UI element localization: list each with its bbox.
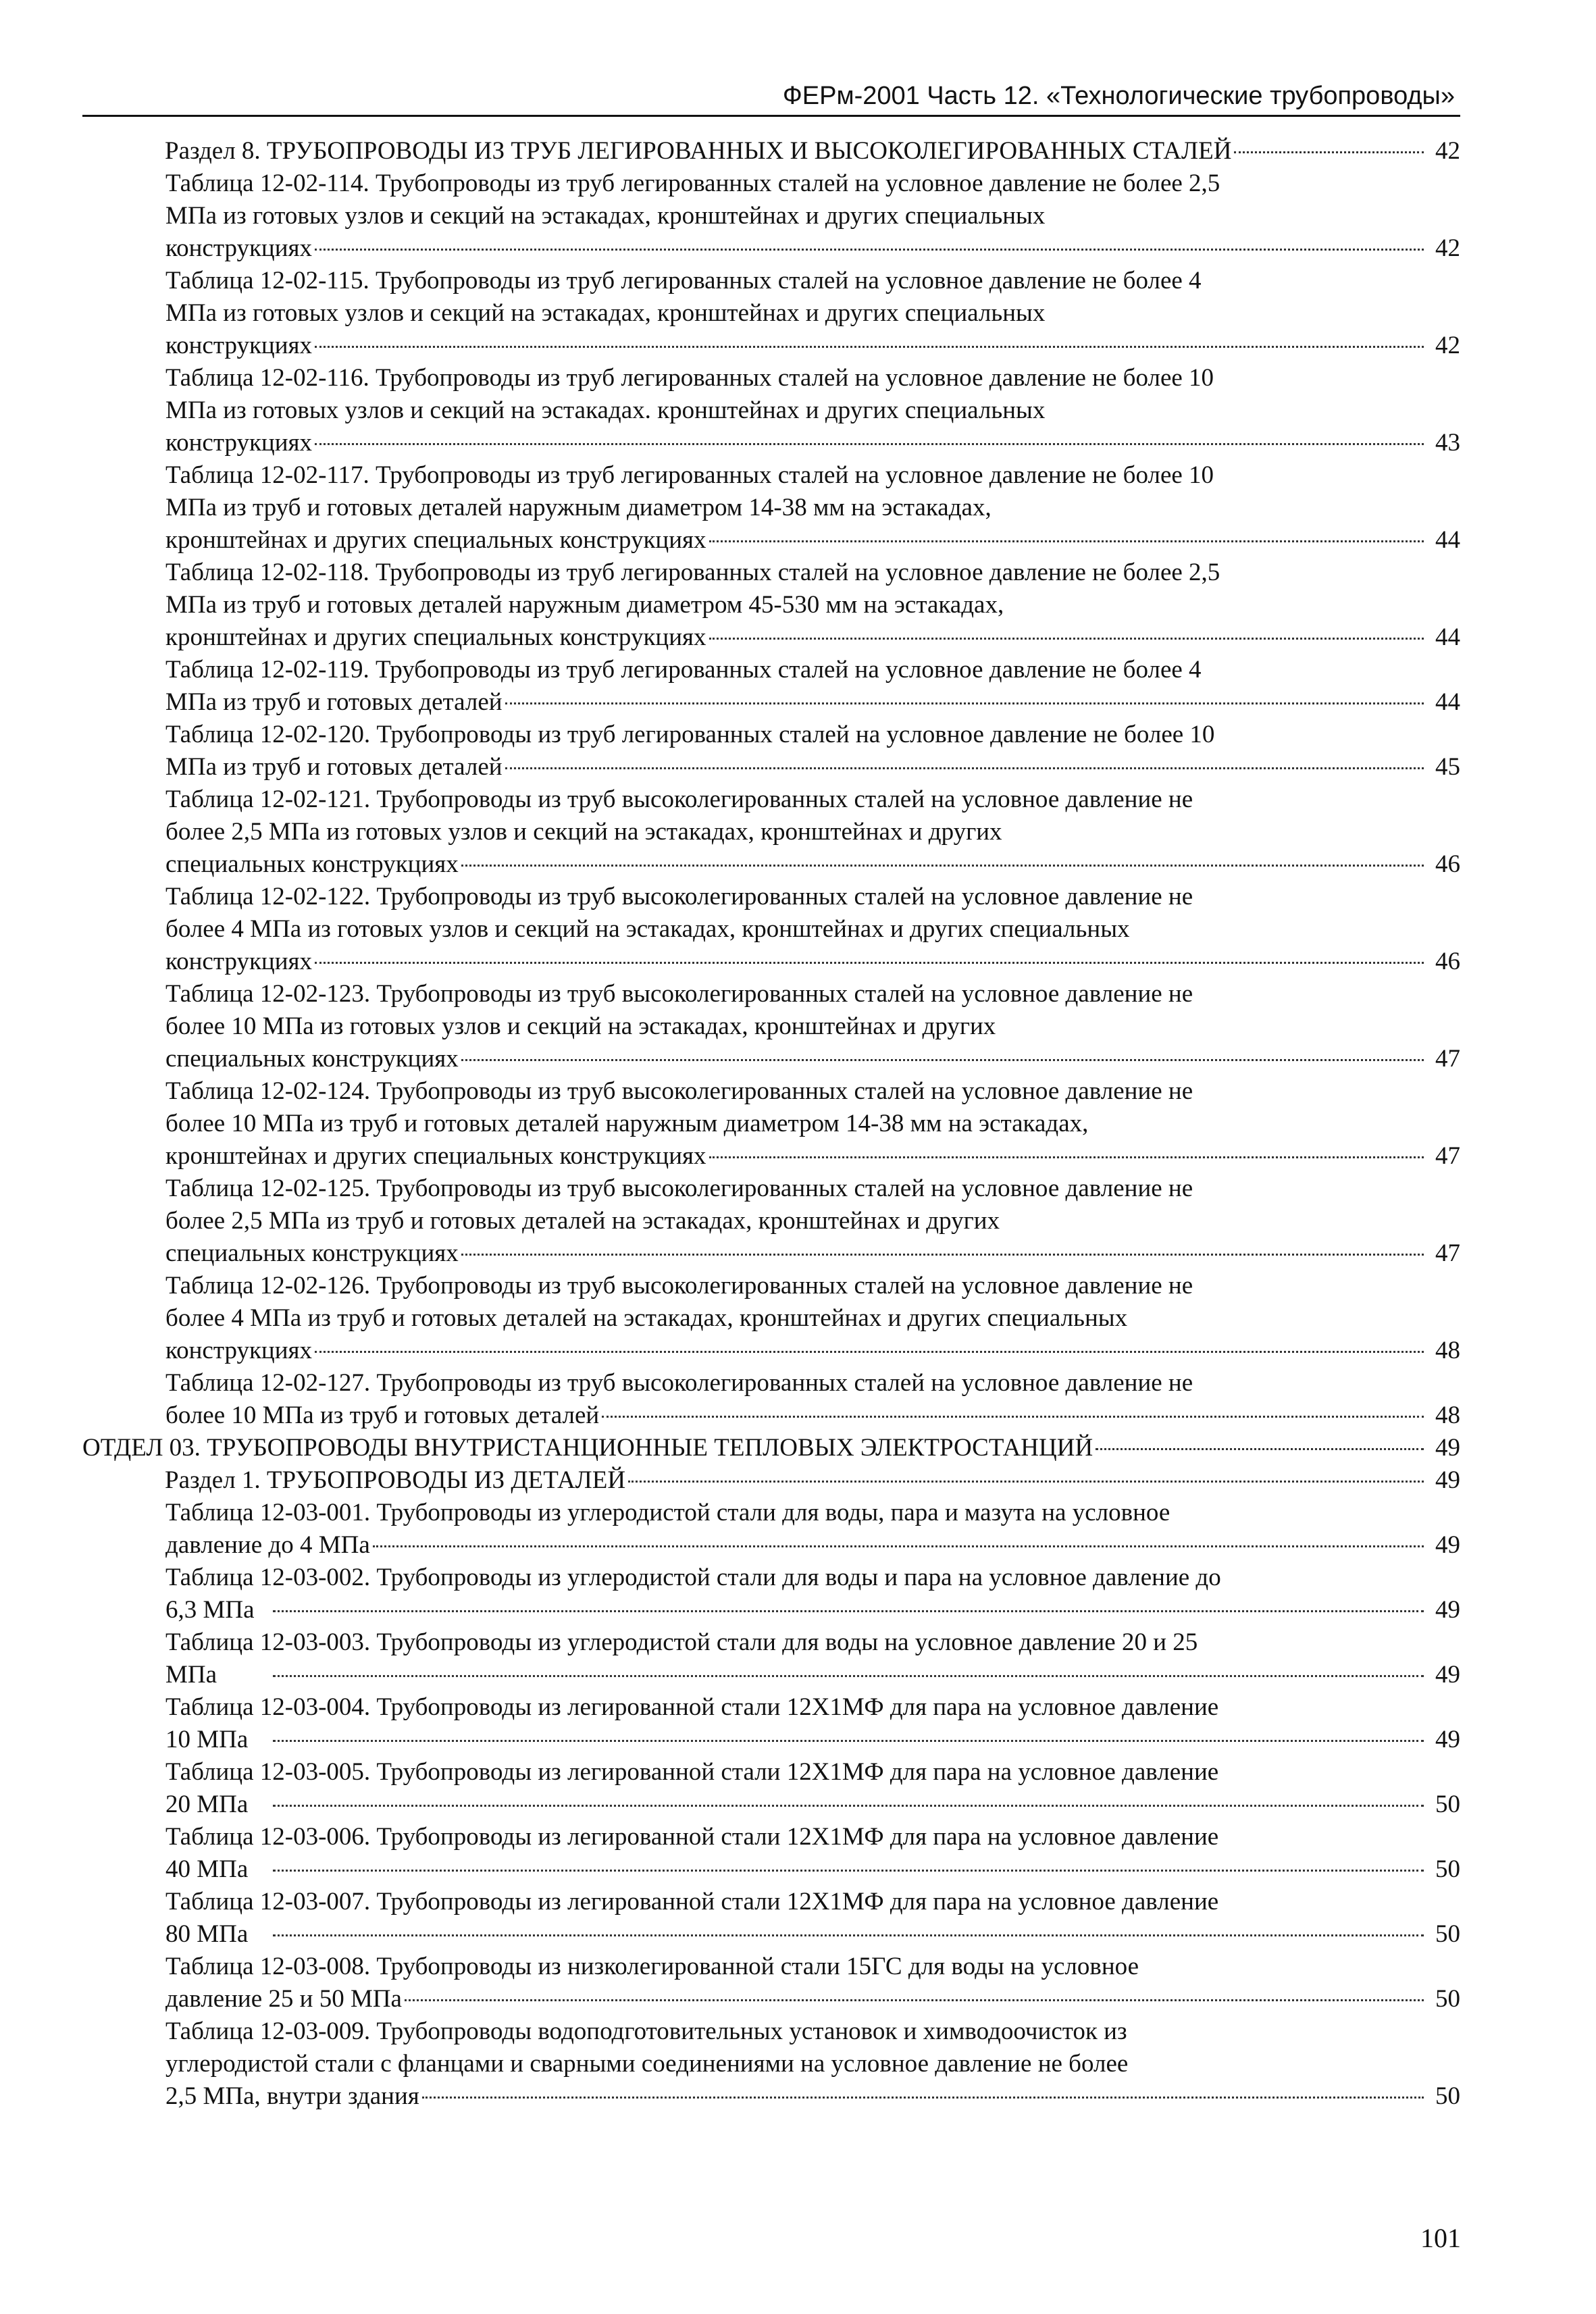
toc-page-number: 50 bbox=[1435, 1791, 1460, 1818]
toc-entry-text: конструкциях bbox=[165, 1337, 313, 1364]
toc-entry-last-line bbox=[165, 1529, 1460, 1562]
toc-entry-text: более 4 МПа из готовых узлов и секций на эстакадах, кронштейнах и других специальных bbox=[165, 915, 1130, 943]
toc-entry-last-line bbox=[165, 135, 1460, 168]
toc-page-number: 50 bbox=[1435, 2082, 1460, 2110]
toc-entry-text: 2,5 МПа, внутри здания bbox=[165, 2082, 419, 2110]
dot-leader bbox=[273, 1740, 1424, 1742]
toc-entry-last-line bbox=[165, 1140, 1460, 1173]
toc-entry[interactable] bbox=[82, 168, 1460, 265]
toc-entry[interactable] bbox=[82, 1432, 1460, 1464]
toc-entry-last-line bbox=[165, 946, 1460, 978]
toc-entry-text: Таблица 12-03-001. Трубопроводы из углеродистой стали для воды, пара и мазута на условное bbox=[165, 1499, 1170, 1526]
toc-page-number: 49 bbox=[1435, 1434, 1460, 1462]
toc-entry-text: более 2,5 МПа из готовых узлов и секций на эстакадах, кронштейнах и других bbox=[165, 818, 1002, 846]
toc-entry-text: конструкциях bbox=[165, 429, 313, 457]
toc-entry-last-line bbox=[165, 686, 1460, 719]
toc-page-number: 47 bbox=[1435, 1142, 1460, 1170]
toc-entry[interactable] bbox=[82, 719, 1460, 783]
toc-entry-last-line bbox=[82, 1432, 1460, 1464]
dot-leader bbox=[709, 1156, 1424, 1158]
toc-entry[interactable] bbox=[82, 1691, 1460, 1756]
toc-entry-text: МПа из труб и готовых деталей bbox=[165, 688, 503, 716]
toc-entry-text: Таблица 12-02-117. Трубопроводы из труб легированных сталей на условное давление не более 10 bbox=[165, 461, 1214, 489]
toc-entry-text: Таблица 12-03-008. Трубопроводы из низколегированной стали 15ГС для воды на условное bbox=[165, 1953, 1139, 1980]
toc-page-number: 49 bbox=[1435, 1466, 1460, 1494]
toc-entry-text: Таблица 12-02-127. Трубопроводы из труб высоколегированных сталей на условное давление не bbox=[165, 1369, 1193, 1397]
running-header bbox=[82, 66, 1460, 117]
toc-entry-text: МПа из труб и готовых деталей bbox=[165, 753, 503, 781]
toc-page-number: 42 bbox=[1435, 137, 1460, 165]
toc-page-number: 48 bbox=[1435, 1337, 1460, 1364]
dot-leader bbox=[273, 1870, 1424, 1872]
toc-entry-text: конструкциях bbox=[165, 948, 313, 975]
toc-page-number: 44 bbox=[1435, 688, 1460, 716]
toc-entry-last-line bbox=[165, 524, 1460, 557]
dot-leader bbox=[461, 1254, 1424, 1256]
toc-entry-text: кронштейнах и других специальных конструкциях bbox=[165, 526, 706, 554]
toc-entry-text: Таблица 12-02-124. Трубопроводы из труб высоколегированных сталей на условное давление не bbox=[165, 1077, 1193, 1105]
toc-entry[interactable] bbox=[82, 978, 1460, 1075]
toc-entry-text: более 2,5 МПа из труб и готовых деталей на эстакадах, кронштейнах и других bbox=[165, 1207, 1000, 1235]
toc-page-number: 47 bbox=[1435, 1045, 1460, 1073]
toc-entry-text: МПа из готовых узлов и секций на эстакадах, кронштейнах и других специальных bbox=[165, 299, 1046, 327]
toc-page-number: 42 bbox=[1435, 234, 1460, 262]
toc-entry-text: Таблица 12-02-114. Трубопроводы из труб легированных сталей на условное давление не более 2,5 bbox=[165, 170, 1220, 197]
toc-entry-last-line bbox=[165, 751, 1460, 783]
toc-entry-text: более 4 МПа из труб и готовых деталей на эстакадах, кронштейнах и других специальных bbox=[165, 1304, 1128, 1332]
dot-leader bbox=[461, 865, 1424, 867]
toc-page-number: 45 bbox=[1435, 753, 1460, 781]
dot-leader bbox=[273, 1805, 1424, 1807]
dot-leader bbox=[709, 540, 1424, 542]
toc-entry-text: Таблица 12-03-006. Трубопроводы из легированной стали 12Х1МФ для пара на условное давление bbox=[165, 1823, 1219, 1851]
dot-leader bbox=[405, 1999, 1424, 2001]
toc-entry-text: Таблица 12-02-118. Трубопроводы из труб легированных сталей на условное давление не более 2,5 bbox=[165, 559, 1220, 586]
toc-entry-last-line bbox=[165, 1335, 1460, 1367]
toc-page-number: 50 bbox=[1435, 1855, 1460, 1883]
toc-page-number: 44 bbox=[1435, 526, 1460, 554]
toc-entry[interactable] bbox=[82, 557, 1460, 654]
toc-page-number: 46 bbox=[1435, 850, 1460, 878]
toc-page-number: 50 bbox=[1435, 1985, 1460, 2013]
toc-entry-text: Таблица 12-02-126. Трубопроводы из труб высоколегированных сталей на условное давление не bbox=[165, 1272, 1193, 1300]
toc-entry[interactable] bbox=[82, 1626, 1460, 1691]
toc-page-number: 49 bbox=[1435, 1596, 1460, 1624]
toc-entry-text: Таблица 12-03-002. Трубопроводы из углеродистой стали для воды и пара на условное давление до bbox=[165, 1564, 1221, 1591]
dot-leader bbox=[602, 1416, 1424, 1418]
toc-entry-last-line bbox=[165, 848, 1460, 881]
toc-entry-text: Раздел 8. ТРУБОПРОВОДЫ ИЗ ТРУБ ЛЕГИРОВАННЫХ И ВЫСОКОЛЕГИРОВАННЫХ СТАЛЕЙ bbox=[165, 137, 1232, 165]
toc-entry-text: специальных конструкциях bbox=[165, 850, 459, 878]
toc-entry-text: более 10 МПа из готовых узлов и секций на эстакадах, кронштейнах и других bbox=[165, 1012, 996, 1040]
toc-entry[interactable] bbox=[82, 1270, 1460, 1367]
toc-entry-last-line bbox=[165, 2080, 1460, 2113]
toc-entry-last-line bbox=[165, 1237, 1460, 1270]
toc-entry-text: специальных конструкциях bbox=[165, 1239, 459, 1267]
toc-entry[interactable] bbox=[82, 783, 1460, 881]
toc-entry[interactable] bbox=[82, 1464, 1460, 1497]
toc-entry-text: специальных конструкциях bbox=[165, 1045, 459, 1073]
toc-entry[interactable] bbox=[82, 1367, 1460, 1432]
toc-entry-text: Таблица 12-03-007. Трубопроводы из легированной стали 12Х1МФ для пара на условное давление bbox=[165, 1888, 1219, 1916]
dot-leader bbox=[273, 1675, 1424, 1677]
toc-entry-text: давление 25 и 50 МПа bbox=[165, 1985, 402, 2013]
toc-entry[interactable] bbox=[82, 1075, 1460, 1173]
toc-entry-text: Таблица 12-03-009. Трубопроводы водоподготовительных установок и химводоочисток из bbox=[165, 2017, 1127, 2045]
toc-entry-text: Таблица 12-02-121. Трубопроводы из труб высоколегированных сталей на условное давление не bbox=[165, 786, 1193, 813]
toc-entry-last-line: 10 МПа 49 bbox=[270, 1724, 1460, 1756]
toc-entry-last-line bbox=[165, 232, 1460, 265]
toc-entry[interactable] bbox=[82, 1886, 1460, 1951]
toc-entry[interactable] bbox=[82, 654, 1460, 719]
dot-leader bbox=[709, 638, 1424, 640]
toc-page-number: 49 bbox=[1435, 1531, 1460, 1559]
dot-leader bbox=[373, 1545, 1424, 1547]
toc-entry[interactable] bbox=[82, 265, 1460, 362]
toc-entry-last-line bbox=[165, 1399, 1460, 1432]
toc-entry-last-line: МПа 49 bbox=[270, 1659, 1460, 1691]
toc-entry-text: конструкциях bbox=[165, 234, 313, 262]
table-of-contents bbox=[82, 135, 1460, 2113]
toc-entry-last-line bbox=[165, 330, 1460, 362]
toc-page-number: 49 bbox=[1435, 1726, 1460, 1753]
toc-entry-text: кронштейнах и других специальных конструкциях bbox=[165, 623, 706, 651]
toc-entry-text: Таблица 12-02-125. Трубопроводы из труб высоколегированных сталей на условное давление не bbox=[165, 1175, 1193, 1202]
toc-entry-text: Таблица 12-02-120. Трубопроводы из труб легированных сталей на условное давление не более 10 bbox=[165, 721, 1215, 748]
toc-entry[interactable] bbox=[82, 881, 1460, 978]
dot-leader bbox=[505, 702, 1424, 704]
dot-leader bbox=[315, 346, 1424, 348]
toc-entry-text: Таблица 12-02-115. Трубопроводы из труб легированных сталей на условное давление не более 4 bbox=[165, 267, 1202, 294]
toc-entry[interactable] bbox=[82, 459, 1460, 557]
toc-entry-text: Таблица 12-02-116. Трубопроводы из труб легированных сталей на условное давление не более 10 bbox=[165, 364, 1214, 392]
toc-entry-text: Таблица 12-03-003. Трубопроводы из углеродистой стали для воды на условное давление 20 и 25 bbox=[165, 1628, 1198, 1656]
dot-leader bbox=[273, 1934, 1424, 1936]
toc-entry[interactable] bbox=[82, 362, 1460, 459]
dot-leader bbox=[461, 1059, 1424, 1061]
toc-entry-text: кронштейнах и других специальных конструкциях bbox=[165, 1142, 706, 1170]
dot-leader bbox=[315, 962, 1424, 964]
dot-leader bbox=[628, 1481, 1424, 1483]
toc-entry-text: МПа из готовых узлов и секций на эстакадах, кронштейнах и других специальных bbox=[165, 202, 1046, 230]
toc-entry-text: Таблица 12-02-123. Трубопроводы из труб высоколегированных сталей на условное давление не bbox=[165, 980, 1193, 1008]
dot-leader bbox=[273, 1610, 1424, 1612]
toc-entry-text: более 10 МПа из труб и готовых деталей наружным диаметром 14-38 мм на эстакадах, bbox=[165, 1110, 1089, 1137]
toc-entry-text: МПа из труб и готовых деталей наружным диаметром 45-530 мм на эстакадах, bbox=[165, 591, 1004, 619]
toc-entry-text: Таблица 12-02-119. Трубопроводы из труб легированных сталей на условное давление не более 4 bbox=[165, 656, 1202, 684]
toc-entry-last-line: 6,3 МПа 49 bbox=[270, 1594, 1460, 1626]
dot-leader bbox=[505, 767, 1424, 769]
dot-leader bbox=[1234, 151, 1424, 153]
toc-entry-last-line: 40 МПа 50 bbox=[270, 1853, 1460, 1886]
toc-page-number: 44 bbox=[1435, 623, 1460, 651]
toc-page-number: 43 bbox=[1435, 429, 1460, 457]
toc-entry-text: МПа из готовых узлов и секций на эстакадах. кронштейнах и других специальных bbox=[165, 396, 1046, 424]
toc-page-number: 48 bbox=[1435, 1402, 1460, 1429]
dot-leader bbox=[315, 249, 1424, 251]
toc-entry-last-line: 20 МПа 50 bbox=[270, 1789, 1460, 1821]
toc-entry-last-line: 80 МПа 50 bbox=[270, 1918, 1460, 1951]
toc-page-number: 46 bbox=[1435, 948, 1460, 975]
toc-entry[interactable] bbox=[82, 1951, 1460, 2015]
toc-entry[interactable] bbox=[82, 2015, 1460, 2113]
toc-entry[interactable] bbox=[82, 1756, 1460, 1821]
toc-entry[interactable] bbox=[82, 1497, 1460, 1562]
toc-entry-text: конструкциях bbox=[165, 332, 313, 359]
toc-entry[interactable] bbox=[82, 135, 1460, 168]
toc-entry[interactable] bbox=[82, 1821, 1460, 1886]
dot-leader bbox=[315, 443, 1424, 445]
toc-entry[interactable] bbox=[82, 1562, 1460, 1626]
toc-entry-last-line bbox=[165, 1464, 1460, 1497]
toc-entry-last-line bbox=[165, 427, 1460, 459]
toc-entry-text: ОТДЕЛ 03. ТРУБОПРОВОДЫ ВНУТРИСТАНЦИОННЫЕ ТЕПЛОВЫХ ЭЛЕКТРОСТАНЦИЙ bbox=[82, 1434, 1093, 1462]
toc-entry-last-line bbox=[165, 1043, 1460, 1075]
toc-entry[interactable] bbox=[82, 1173, 1460, 1270]
toc-entry-text: МПа из труб и готовых деталей наружным диаметром 14-38 мм на эстакадах, bbox=[165, 494, 992, 521]
toc-entry-text: Таблица 12-02-122. Трубопроводы из труб высоколегированных сталей на условное давление не bbox=[165, 883, 1193, 910]
toc-entry-last-line bbox=[165, 621, 1460, 654]
page-number: 101 bbox=[1420, 2223, 1461, 2253]
dot-leader bbox=[1096, 1448, 1424, 1450]
toc-entry-text: углеродистой стали с фланцами и сварными соединениями на условное давление не более bbox=[165, 2050, 1129, 2078]
toc-entry-last-line bbox=[165, 1983, 1460, 2015]
toc-page-number: 47 bbox=[1435, 1239, 1460, 1267]
toc-entry-text: давление до 4 МПа bbox=[165, 1531, 370, 1559]
header-title: ФЕРм-2001 Часть 12. «Технологические трубопроводы» bbox=[782, 82, 1455, 110]
dot-leader bbox=[422, 2097, 1424, 2099]
toc-entry-text: более 10 МПа из труб и готовых деталей bbox=[165, 1402, 600, 1429]
toc-page-number: 49 bbox=[1435, 1661, 1460, 1689]
dot-leader bbox=[315, 1351, 1424, 1353]
toc-entry-text: Таблица 12-03-004. Трубопроводы из легированной стали 12Х1МФ для пара на условное давление bbox=[165, 1693, 1219, 1721]
toc-page-number: 42 bbox=[1435, 332, 1460, 359]
toc-entry-text: Таблица 12-03-005. Трубопроводы из легированной стали 12Х1МФ для пара на условное давление bbox=[165, 1758, 1219, 1786]
toc-entry-text: Раздел 1. ТРУБОПРОВОДЫ ИЗ ДЕТАЛЕЙ bbox=[165, 1466, 626, 1494]
toc-page-number: 50 bbox=[1435, 1920, 1460, 1948]
